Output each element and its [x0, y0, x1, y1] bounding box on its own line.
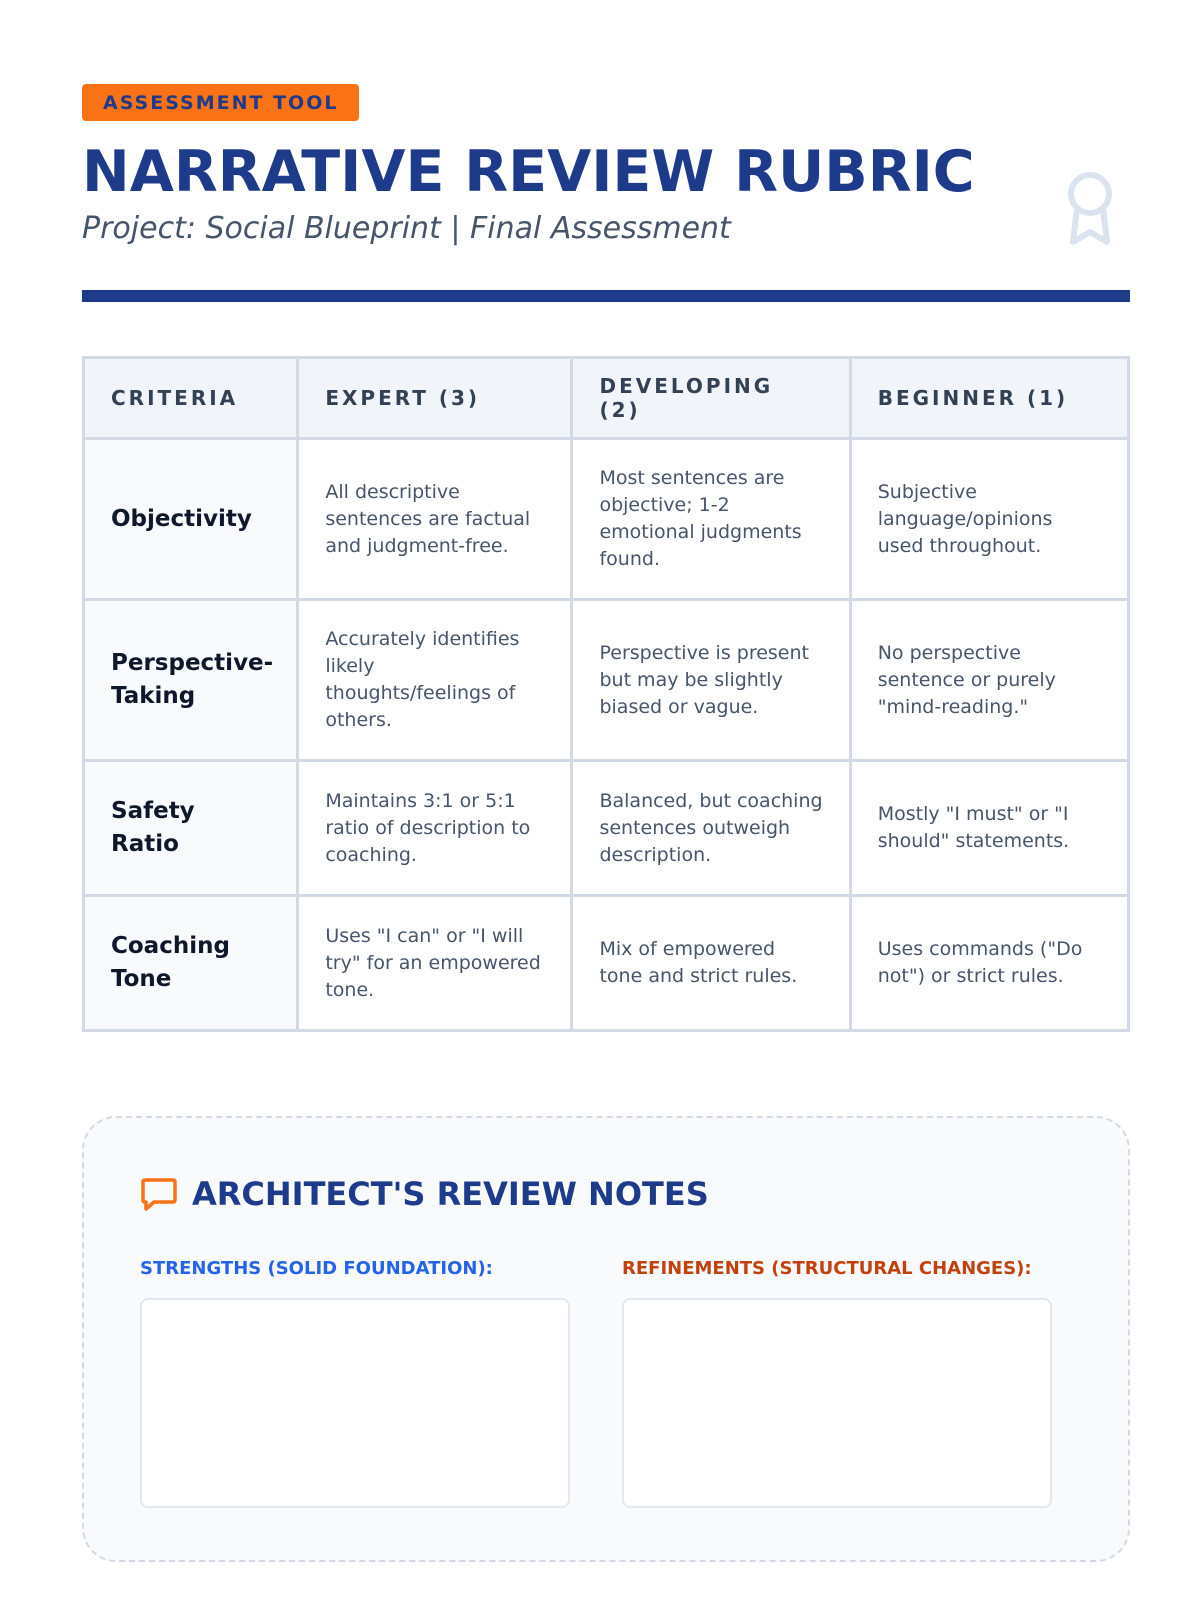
- refinements-notes-field[interactable]: [622, 1298, 1052, 1508]
- beginner-cell: No perspective sentence or purely "mind-reading.": [850, 600, 1128, 761]
- criteria-cell: Objectivity: [84, 439, 298, 600]
- beginner-cell: Mostly "I must" or "I should" statements.: [850, 761, 1128, 896]
- header-divider: [82, 290, 1130, 302]
- developing-cell: Perspective is present but may be slightly biased or vague.: [572, 600, 850, 761]
- message-square-icon: [140, 1175, 178, 1213]
- column-header-criteria: CRITERIA: [84, 358, 298, 439]
- rubric-page: [82, 84, 1130, 1279]
- table-row: [84, 600, 1129, 761]
- table-row: [84, 439, 1129, 600]
- review-notes-panel: [82, 1116, 1130, 1562]
- beginner-cell: Uses commands ("Do not") or strict rules.: [850, 896, 1128, 1031]
- page-title: NARRATIVE REVIEW RUBRIC: [82, 139, 975, 205]
- table-header-row: [84, 358, 1129, 439]
- expert-cell: All descriptive sentences are factual and judgment-free.: [298, 439, 572, 600]
- award-icon: [1064, 170, 1116, 246]
- table-row: [84, 896, 1129, 1031]
- developing-cell: Most sentences are objective; 1-2 emotional judgments found.: [572, 439, 850, 600]
- review-notes-title: ARCHITECT'S REVIEW NOTES: [192, 1175, 709, 1213]
- column-header-expert: EXPERT (3): [298, 358, 572, 439]
- criteria-cell: Coaching Tone: [84, 896, 298, 1031]
- expert-cell: Accurately identifies likely thoughts/feelings of others.: [298, 600, 572, 761]
- developing-cell: Balanced, but coaching sentences outweigh description.: [572, 761, 850, 896]
- strengths-label: STRENGTHS (SOLID FOUNDATION):: [140, 1258, 493, 1279]
- review-notes-header: [140, 1174, 709, 1214]
- criteria-cell: Perspective-Taking: [84, 600, 298, 761]
- rubric-table: [82, 356, 1130, 1032]
- assessment-badge: ASSESSMENT TOOL: [82, 84, 359, 121]
- expert-cell: Maintains 3:1 or 5:1 ratio of description to coaching.: [298, 761, 572, 896]
- column-header-beginner: BEGINNER (1): [850, 358, 1128, 439]
- criteria-cell: Safety Ratio: [84, 761, 298, 896]
- refinements-label: REFINEMENTS (STRUCTURAL CHANGES):: [622, 1258, 1032, 1279]
- developing-cell: Mix of empowered tone and strict rules.: [572, 896, 850, 1031]
- beginner-cell: Subjective language/opinions used throughout.: [850, 439, 1128, 600]
- table-row: [84, 761, 1129, 896]
- expert-cell: Uses "I can" or "I will try" for an empowered tone.: [298, 896, 572, 1031]
- strengths-notes-field[interactable]: [140, 1298, 570, 1508]
- page-subtitle: Project: Social Blueprint | Final Assessment: [82, 211, 731, 246]
- column-header-developing: DEVELOPING (2): [572, 358, 850, 439]
